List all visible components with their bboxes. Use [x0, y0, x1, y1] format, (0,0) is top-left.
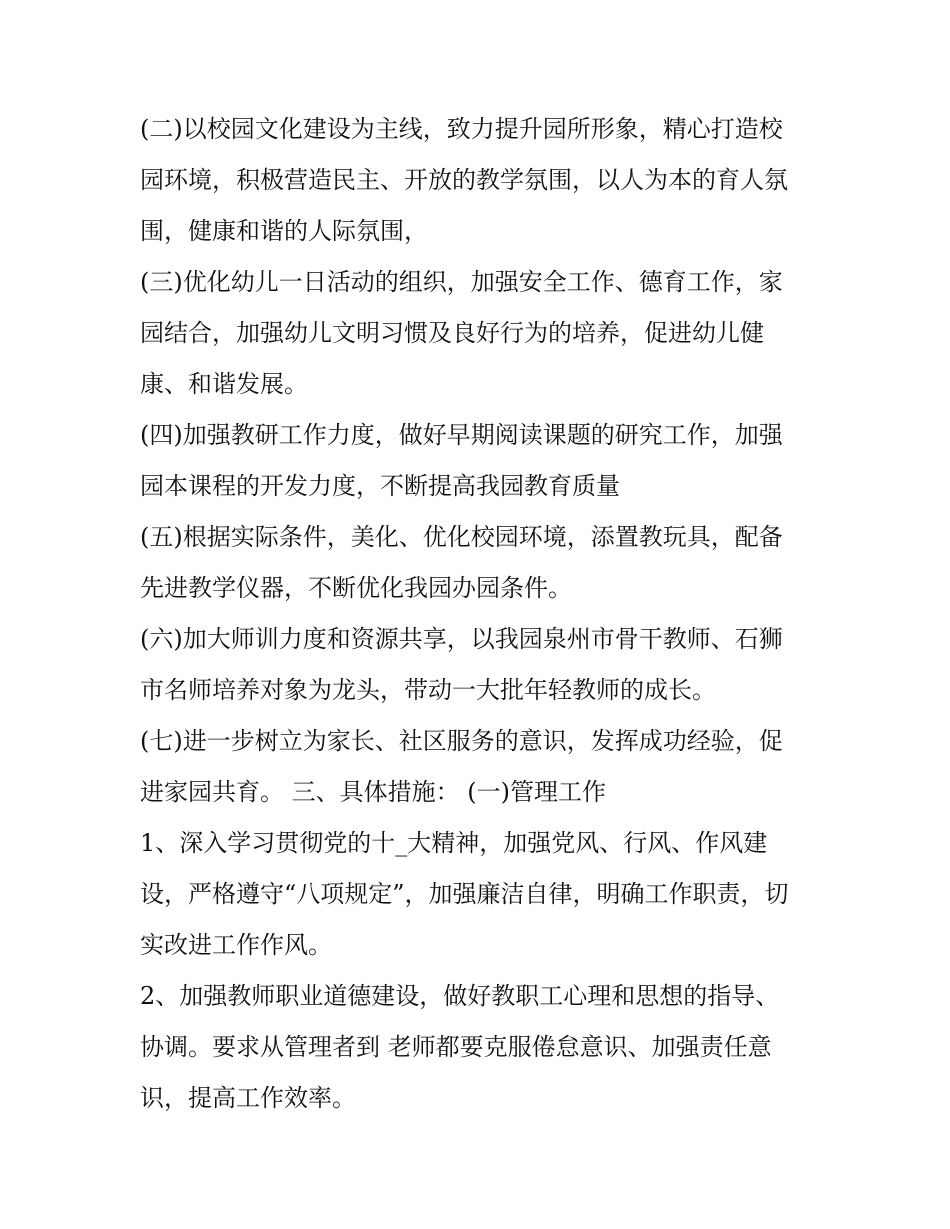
text-line: (七)进一步树立为家长、社区服务的意识，发挥成功经验，促 — [140, 727, 783, 755]
text-line: 进家园共育。 三、具体措施： (一)管理工作 — [140, 778, 606, 806]
text-line: 园结合，加强幼儿文明习惯及良好行为的培养，促进幼儿健 — [140, 319, 764, 347]
text-line: 2、加强教师职业道德建设，做好教职工心理和思想的指导、 — [140, 982, 780, 1010]
text-line: (四)加强教研工作力度，做好早期阅读课题的研究工作，加强 — [140, 421, 783, 449]
text-line: 设，严格遵守“八项规定”，加强廉洁自律，明确工作职责，切 — [140, 880, 789, 908]
document-body — [140, 104, 816, 1124]
text-line: 先进教学仪器，不断优化我园办园条件。 — [140, 574, 572, 602]
text-line: (二)以校园文化建设为主线，致力提升园所形象，精心打造校 — [140, 115, 783, 143]
text-line: (三)优化幼儿一日活动的组织，加强安全工作、德育工作，家 — [140, 268, 783, 296]
text-line: 协调。要求从管理者到 老师都要克服倦怠意识、加强责任意 — [140, 1033, 772, 1061]
text-line: 市名师培养对象为龙头，带动一大批年轻教师的成长。 — [140, 676, 716, 704]
text-line: 识，提高工作效率。 — [140, 1084, 356, 1112]
text-line: 实改进工作作风。 — [140, 931, 332, 959]
text-line: 园环境，积极营造民主、开放的教学氛围，以人为本的育人氛 — [140, 166, 788, 194]
text-line: (五)根据实际条件，美化、优化校园环境，添置教玩具，配备 — [140, 523, 783, 551]
text-line: (六)加大师训力度和资源共享，以我园泉州市骨干教师、石狮 — [140, 625, 783, 653]
text-line: 园本课程的开发力度，不断提高我园教育质量 — [140, 472, 620, 500]
text-line: 康、和谐发展。 — [140, 370, 308, 398]
text-line: 围，健康和谐的人际氛围， — [140, 217, 428, 245]
text-line: 1、深入学习贯彻党的十_大精神，加强党风、行风、作风建 — [140, 829, 768, 857]
